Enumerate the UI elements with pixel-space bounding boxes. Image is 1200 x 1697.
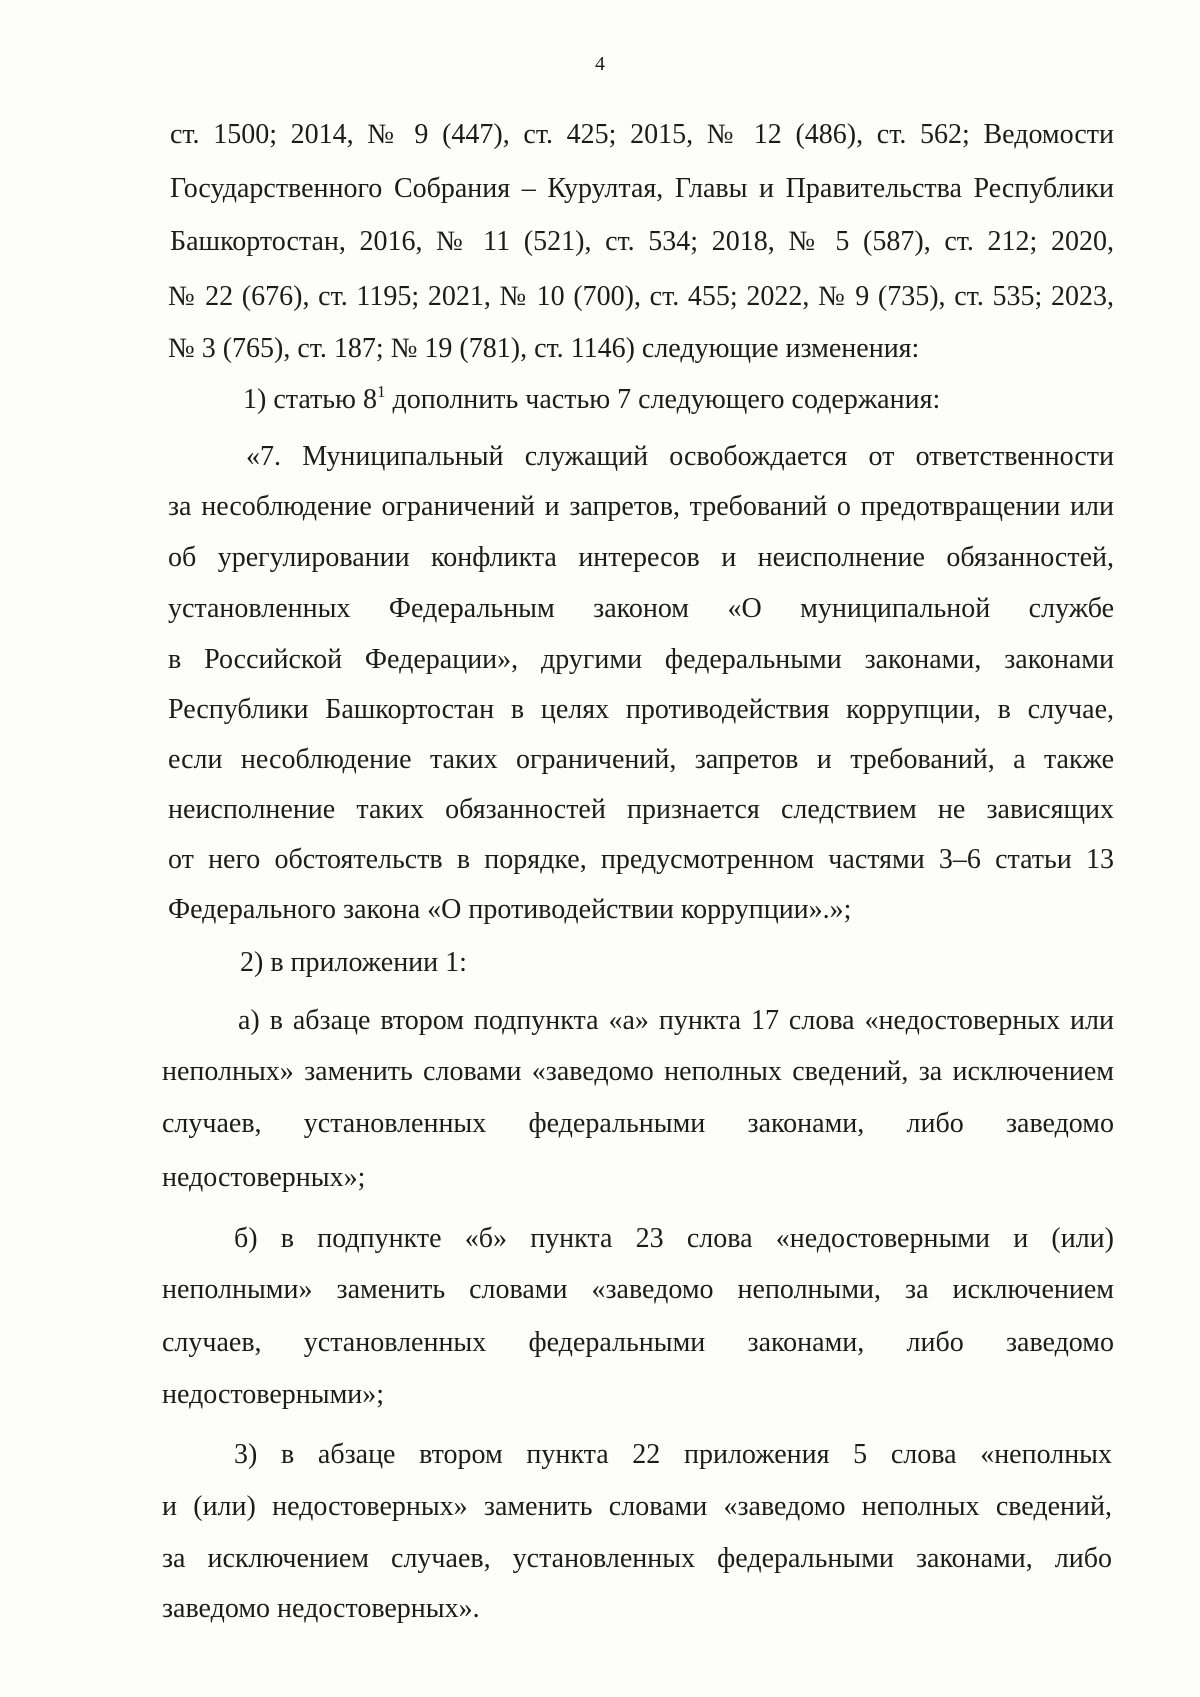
- text-line: если несоблюдение таких ограничений, запретов и требований, а также: [168, 744, 1114, 775]
- paragraph-item-1: [243, 383, 940, 417]
- text-line: Башкортостан, 2016, № 11 (521), ст. 534; 2018, № 5 (587), ст. 212; 2020,: [170, 226, 1114, 257]
- text-line: № 3 (765), ст. 187; № 19 (781), ст. 1146) следующие изменения:: [168, 333, 920, 364]
- text-line: б) в подпункте «б» пункта 23 слова «недостоверными и (или): [234, 1223, 1114, 1254]
- paragraph-item-3: 3) в абзаце втором пункта 22 приложения 5 слова «неполных: [234, 1439, 1112, 1470]
- text-line: заведомо недостоверных».: [162, 1593, 480, 1624]
- text-line: случаев, установленных федеральными законами, либо заведомо: [162, 1108, 1114, 1139]
- text-line: а) в абзаце втором подпункта «а» пункта 17 слова «недостоверных или: [238, 1005, 1114, 1036]
- text-line: недостоверных»;: [162, 1162, 366, 1193]
- text-line: недостоверными»;: [162, 1379, 385, 1410]
- text-line: «7. Муниципальный служащий освобождается от ответственности: [246, 441, 1114, 472]
- text-line: об урегулировании конфликта интересов и неисполнение обязанностей,: [168, 542, 1114, 573]
- text-line: за исключением случаев, установленных федеральными законами, либо: [162, 1543, 1112, 1574]
- text-line: неполных» заменить словами «заведомо неполных сведений, за исключением: [162, 1056, 1114, 1087]
- text-line: Республики Башкортостан в целях противодействия коррупции, в случае,: [168, 694, 1114, 725]
- text-line: ст. 1500; 2014, № 9 (447), ст. 425; 2015, № 12 (486), ст. 562; Ведомости: [170, 119, 1114, 150]
- text-line: в Российской Федерации», другими федеральными законами, законами: [168, 644, 1114, 675]
- text-line: за несоблюдение ограничений и запретов, требований о предотвращении или: [168, 491, 1114, 522]
- text-fragment: 1) статью 8: [243, 384, 377, 415]
- text-line: Федерального закона «О противодействии коррупции».»;: [168, 894, 852, 925]
- text-line: и (или) недостоверных» заменить словами «заведомо неполных сведений,: [162, 1491, 1112, 1522]
- paragraph-item-2: 2) в приложении 1:: [240, 947, 467, 978]
- text-line: № 22 (676), ст. 1195; 2021, № 10 (700), ст. 455; 2022, № 9 (735), ст. 535; 2023,: [168, 281, 1114, 312]
- superscript: 1: [376, 382, 386, 401]
- text-line: от него обстоятельств в порядке, предусмотренном частями 3–6 статьи 13: [168, 844, 1114, 875]
- page-number: 4: [595, 53, 605, 75]
- text-fragment: дополнить частью 7 следующего содержания:: [385, 384, 941, 415]
- text-line: неполными» заменить словами «заведомо неполными, за исключением: [162, 1274, 1114, 1305]
- text-line: Государственного Собрания – Курултая, Главы и Правительства Республики: [170, 173, 1114, 204]
- text-line: случаев, установленных федеральными законами, либо заведомо: [162, 1327, 1114, 1358]
- text-line: установленных Федеральным законом «О муниципальной службе: [168, 593, 1114, 624]
- text-line: неисполнение таких обязанностей признается следствием не зависящих: [168, 794, 1114, 825]
